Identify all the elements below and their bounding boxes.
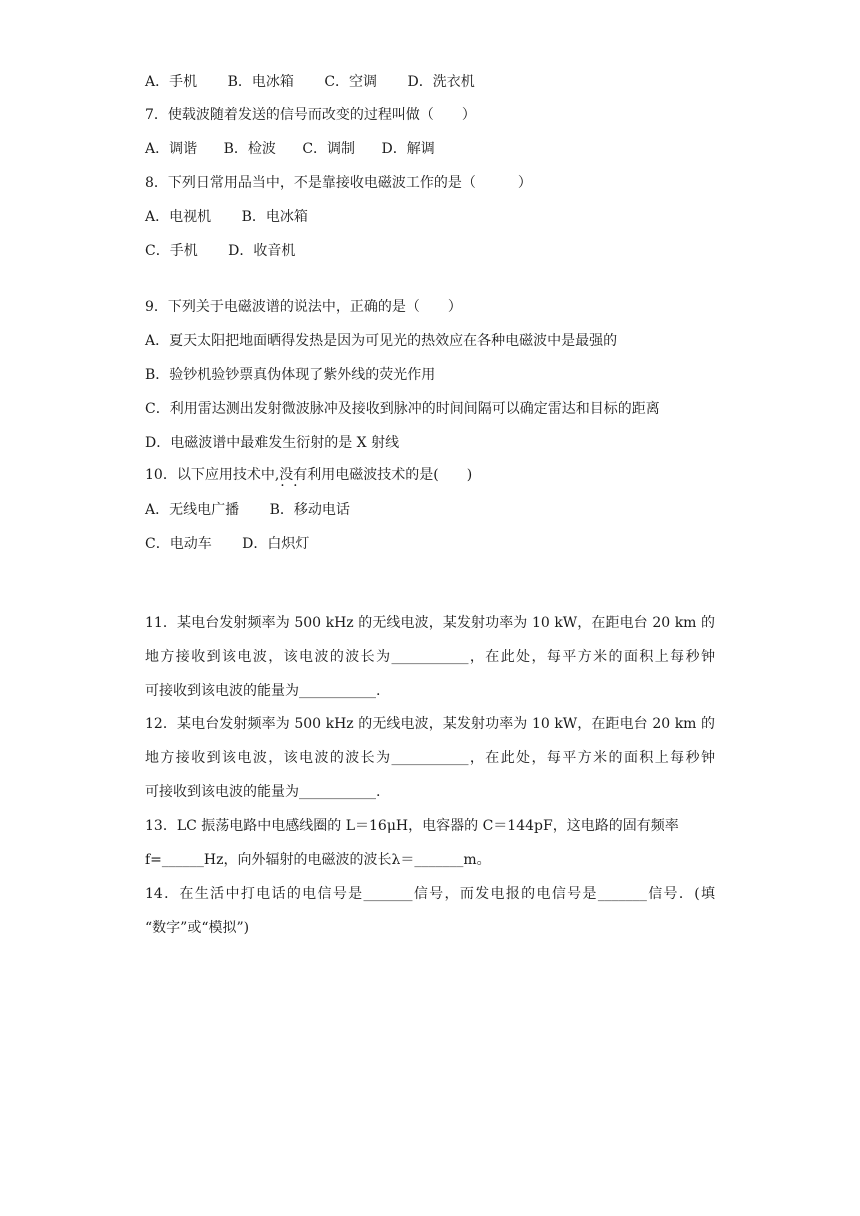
q10-options-row2: [145, 534, 309, 554]
q6-options: [145, 72, 475, 92]
q7-option-d: D．解调: [381, 141, 435, 157]
q14-line2: “数字”或“模拟”): [145, 920, 250, 936]
q7-option-c: C．调制: [302, 141, 356, 157]
q9-option-a: A．夏天太阳把地面晒得发热是因为可见光的热效应在各种电磁波中是最强的: [145, 333, 618, 349]
q11-line2: 地方接收到该电波，该电波的波长为___________，在此处，每平方米的面积上每秒钟: [145, 649, 715, 665]
q8-stem: 8．下列日常用品当中，不是靠接收电磁波工作的是（ ）: [145, 175, 532, 191]
q10-option-c: C．电动车: [145, 536, 212, 552]
q14-line1: 14．在生活中打电话的电信号是_______信号，而发电报的电信号是_______信号．(填: [145, 886, 715, 902]
q8-options-row1: [145, 207, 308, 227]
q10-stem-post: 利用电磁波技术的是( ): [307, 467, 473, 483]
q9-stem: 9．下列关于电磁波谱的说法中，正确的是（ ）: [145, 299, 462, 315]
q10-stem-emphasis: 没有 · ·: [279, 465, 307, 485]
q9-option-b: B．验钞机验钞票真伪体现了紫外线的荧光作用: [145, 367, 436, 383]
q10-stem: [145, 465, 472, 485]
q10-option-a: A．无线电广播: [145, 502, 240, 518]
q11-line1: 11．某电台发射频率为 500 kHz 的无线电波，某发射功率为 10 kW，在距电台 20 km 的: [145, 615, 715, 631]
q7-option-a: A．调谐: [145, 141, 198, 157]
q12-line1: 12．某电台发射频率为 500 kHz 的无线电波，某发射功率为 10 kW，在距电台 20 km 的: [145, 716, 715, 732]
q7-option-b: B．检波: [223, 141, 276, 157]
q8-option-b: B．电冰箱: [241, 209, 308, 225]
q6-option-c: C．空调: [324, 74, 378, 90]
q7-stem: 7．使载波随着发送的信号而改变的过程叫做（ ）: [145, 107, 476, 123]
q6-option-d: D．洗衣机: [407, 74, 475, 90]
q10-option-d: D．白炽灯: [242, 536, 310, 552]
q13-line2: f=______Hz，向外辐射的电磁波的波长λ＝_______m。: [145, 852, 491, 868]
q9-option-c: C．利用雷达测出发射微波脉冲及接收到脉冲的时间间隔可以确定雷达和目标的距离: [145, 401, 660, 417]
q10-option-b: B．移动电话: [269, 502, 350, 518]
q12-line2: 地方接收到该电波，该电波的波长为___________，在此处，每平方米的面积上每秒钟: [145, 750, 715, 766]
q10-options-row1: [145, 500, 350, 520]
q8-option-a: A．电视机: [145, 209, 212, 225]
q8-options-row2: [145, 241, 295, 261]
q9-option-d: D．电磁波谱中最难发生衍射的是 X 射线: [145, 435, 400, 451]
q8-option-d: D．收音机: [228, 243, 296, 259]
q11-line3: 可接收到该电波的能量为___________.: [145, 683, 381, 699]
q6-option-a: A．手机: [145, 74, 198, 90]
q13-line1: 13．LC 振荡电路中电感线圈的 L＝16μH，电容器的 C＝144pF，这电路的固有频率: [145, 818, 679, 834]
q6-option-b: B．电冰箱: [227, 74, 294, 90]
q7-options: [145, 139, 435, 159]
q8-option-c: C．手机: [145, 243, 198, 259]
q10-stem-pre: 10．以下应用技术中,: [145, 467, 280, 483]
q12-line3: 可接收到该电波的能量为___________.: [145, 784, 381, 800]
